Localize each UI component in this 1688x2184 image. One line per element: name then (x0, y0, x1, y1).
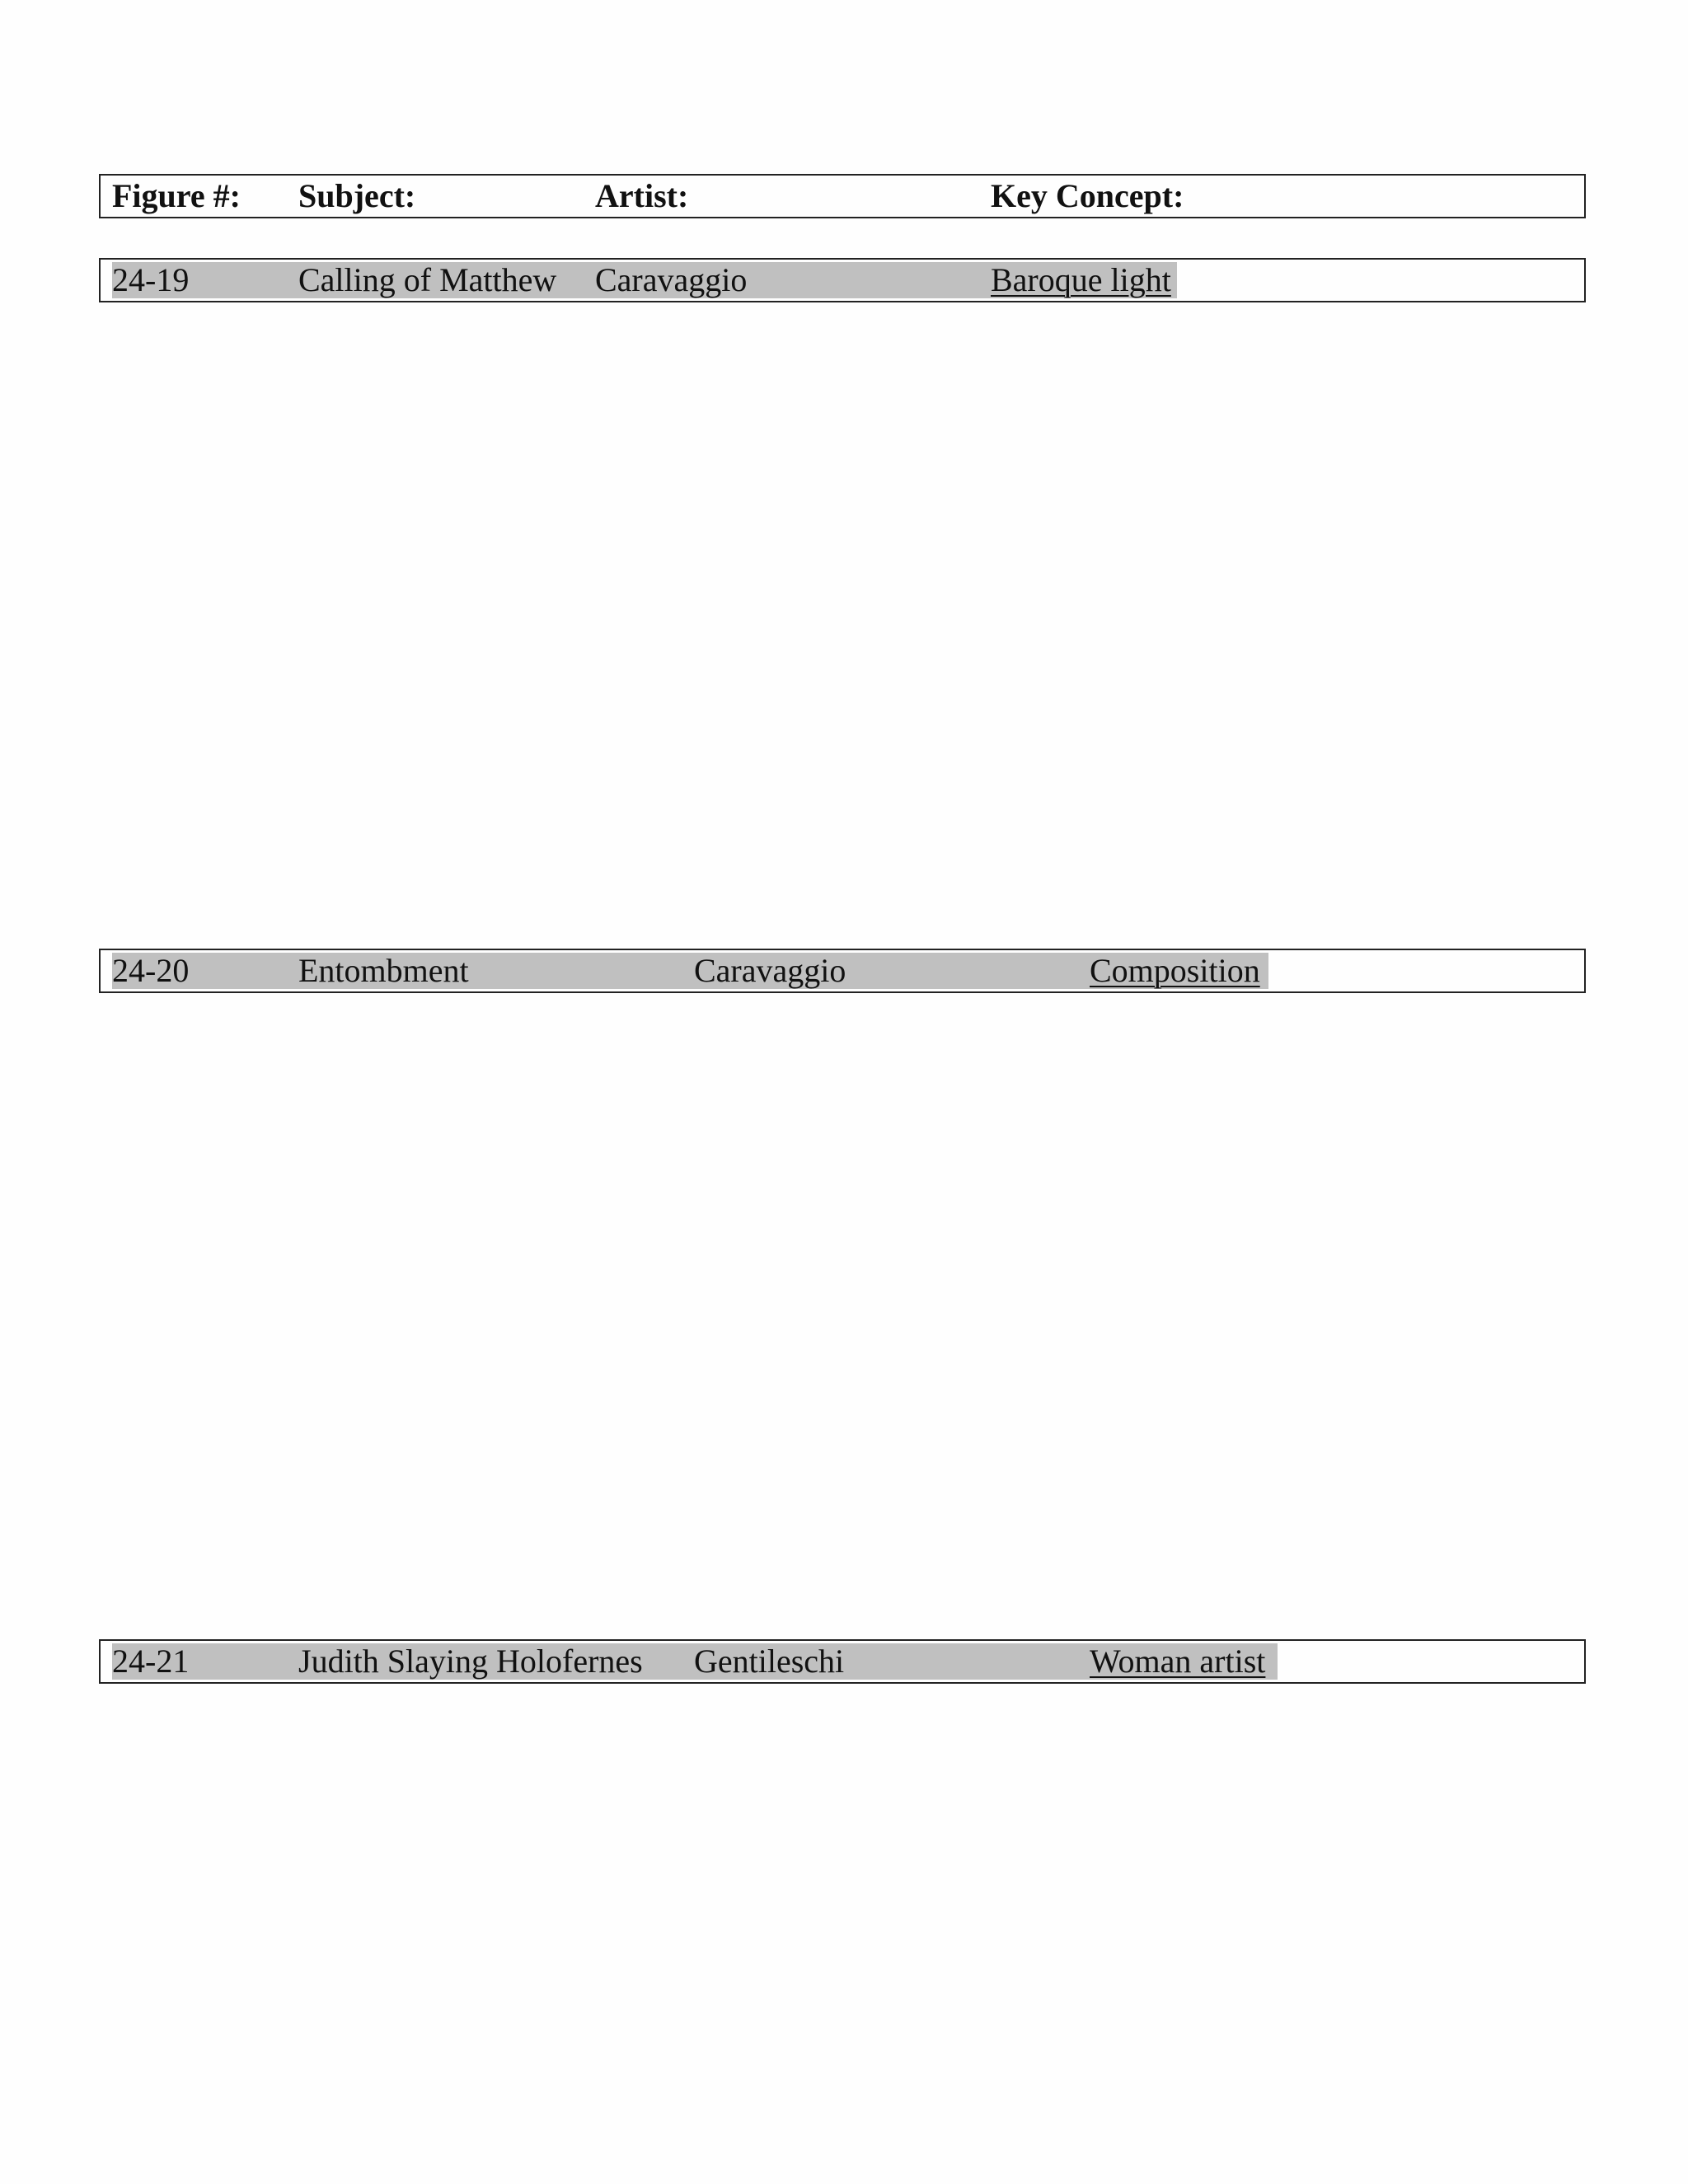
figure-number: 24-20 (112, 952, 190, 989)
artist: Caravaggio (595, 261, 748, 298)
figure-number: 24-19 (112, 261, 190, 298)
header-artist: Artist: (595, 177, 689, 214)
artist: Gentileschi (694, 1643, 845, 1680)
key-concept-link[interactable]: Baroque light (991, 261, 1171, 298)
figure-row (99, 949, 1586, 993)
key-concept-link[interactable]: Woman artist (1090, 1643, 1266, 1680)
figure-number: 24-21 (112, 1643, 190, 1680)
key-concept-link[interactable]: Composition (1090, 952, 1260, 989)
header-subject: Subject: (298, 177, 416, 214)
header-figure-number: Figure #: (112, 177, 241, 214)
subject: Entombment (298, 952, 469, 989)
figure-row (99, 258, 1586, 302)
artist: Caravaggio (694, 952, 846, 989)
subject: Calling of Matthew (298, 261, 557, 298)
header-key-concept: Key Concept: (991, 177, 1184, 214)
header-row (99, 174, 1586, 218)
figure-row (99, 1639, 1586, 1684)
subject: Judith Slaying Holofernes (298, 1643, 643, 1680)
